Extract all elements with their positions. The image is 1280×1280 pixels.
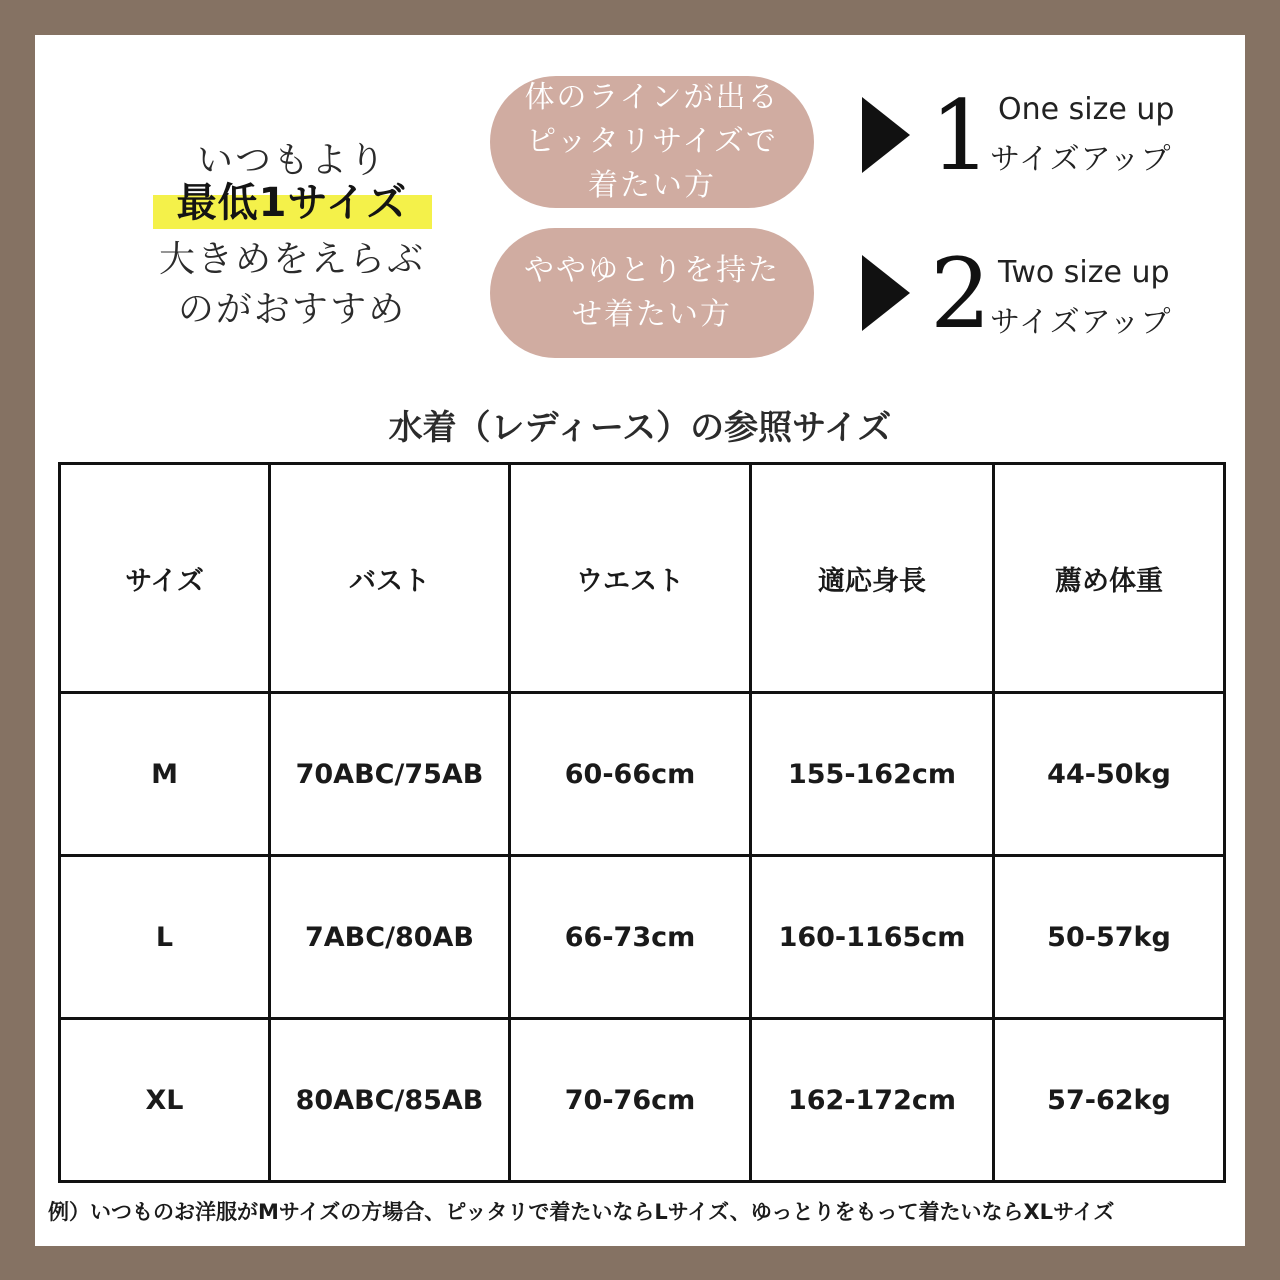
advice-line-3: 大きめをえらぶ [158, 239, 425, 280]
fit-option-pill-1 [490, 76, 814, 208]
table-header-row [60, 464, 1225, 693]
cell-size: L [60, 856, 270, 1019]
cell-waist: 66-73cm [510, 856, 751, 1019]
header-weight: 薦め体重 [994, 464, 1225, 693]
header-bust: バスト [270, 464, 510, 693]
cell-weight: 50-57kg [994, 856, 1225, 1019]
cell-height: 162-172cm [751, 1019, 994, 1182]
header-waist: ウエスト [510, 464, 751, 693]
size-up-english-1: One size up [998, 92, 1175, 127]
size-chart-table [58, 462, 1226, 1183]
cell-waist: 60-66cm [510, 693, 751, 856]
table-row [60, 856, 1225, 1019]
size-up-number-1: 1 [930, 80, 992, 192]
advice-line-1: いつもより [196, 140, 387, 181]
header-height: 適応身長 [751, 464, 994, 693]
size-up-japanese-2: サイズアップ [990, 305, 1172, 340]
header-size: サイズ [60, 464, 270, 693]
play-arrow-icon [862, 255, 910, 331]
table-row [60, 1019, 1225, 1182]
cell-bust: 80ABC/85AB [270, 1019, 510, 1182]
cell-weight: 57-62kg [994, 1019, 1225, 1182]
cell-weight: 44-50kg [994, 693, 1225, 856]
cell-bust: 7ABC/80AB [270, 856, 510, 1019]
fit-option-text-2: ややゆとりを持たせ着たい方 [524, 253, 780, 332]
cell-size: M [60, 693, 270, 856]
example-footnote: 例）いつものお洋服がMサイズの方場合、ピッタリで着たいならLサイズ、ゆっとりをもって着たいならXLサイズ [48, 1200, 1115, 1224]
size-up-number-2: 2 [930, 238, 992, 350]
advice-highlight: 最低1サイズ [176, 180, 408, 226]
table-title: 水着（レディース）の参照サイズ [388, 408, 892, 448]
fit-option-pill-2 [490, 228, 814, 358]
cell-waist: 70-76cm [510, 1019, 751, 1182]
size-up-english-2: Two size up [998, 255, 1170, 290]
play-arrow-icon [862, 97, 910, 173]
cell-height: 155-162cm [751, 693, 994, 856]
cell-bust: 70ABC/75AB [270, 693, 510, 856]
size-up-japanese-1: サイズアップ [990, 142, 1172, 177]
cell-size: XL [60, 1019, 270, 1182]
cell-height: 160-1165cm [751, 856, 994, 1019]
advice-line-4: のがおすすめ [177, 289, 407, 330]
table-row [60, 693, 1225, 856]
fit-option-text-1: 体のラインが出るピッタリサイズで着たい方 [524, 80, 780, 203]
